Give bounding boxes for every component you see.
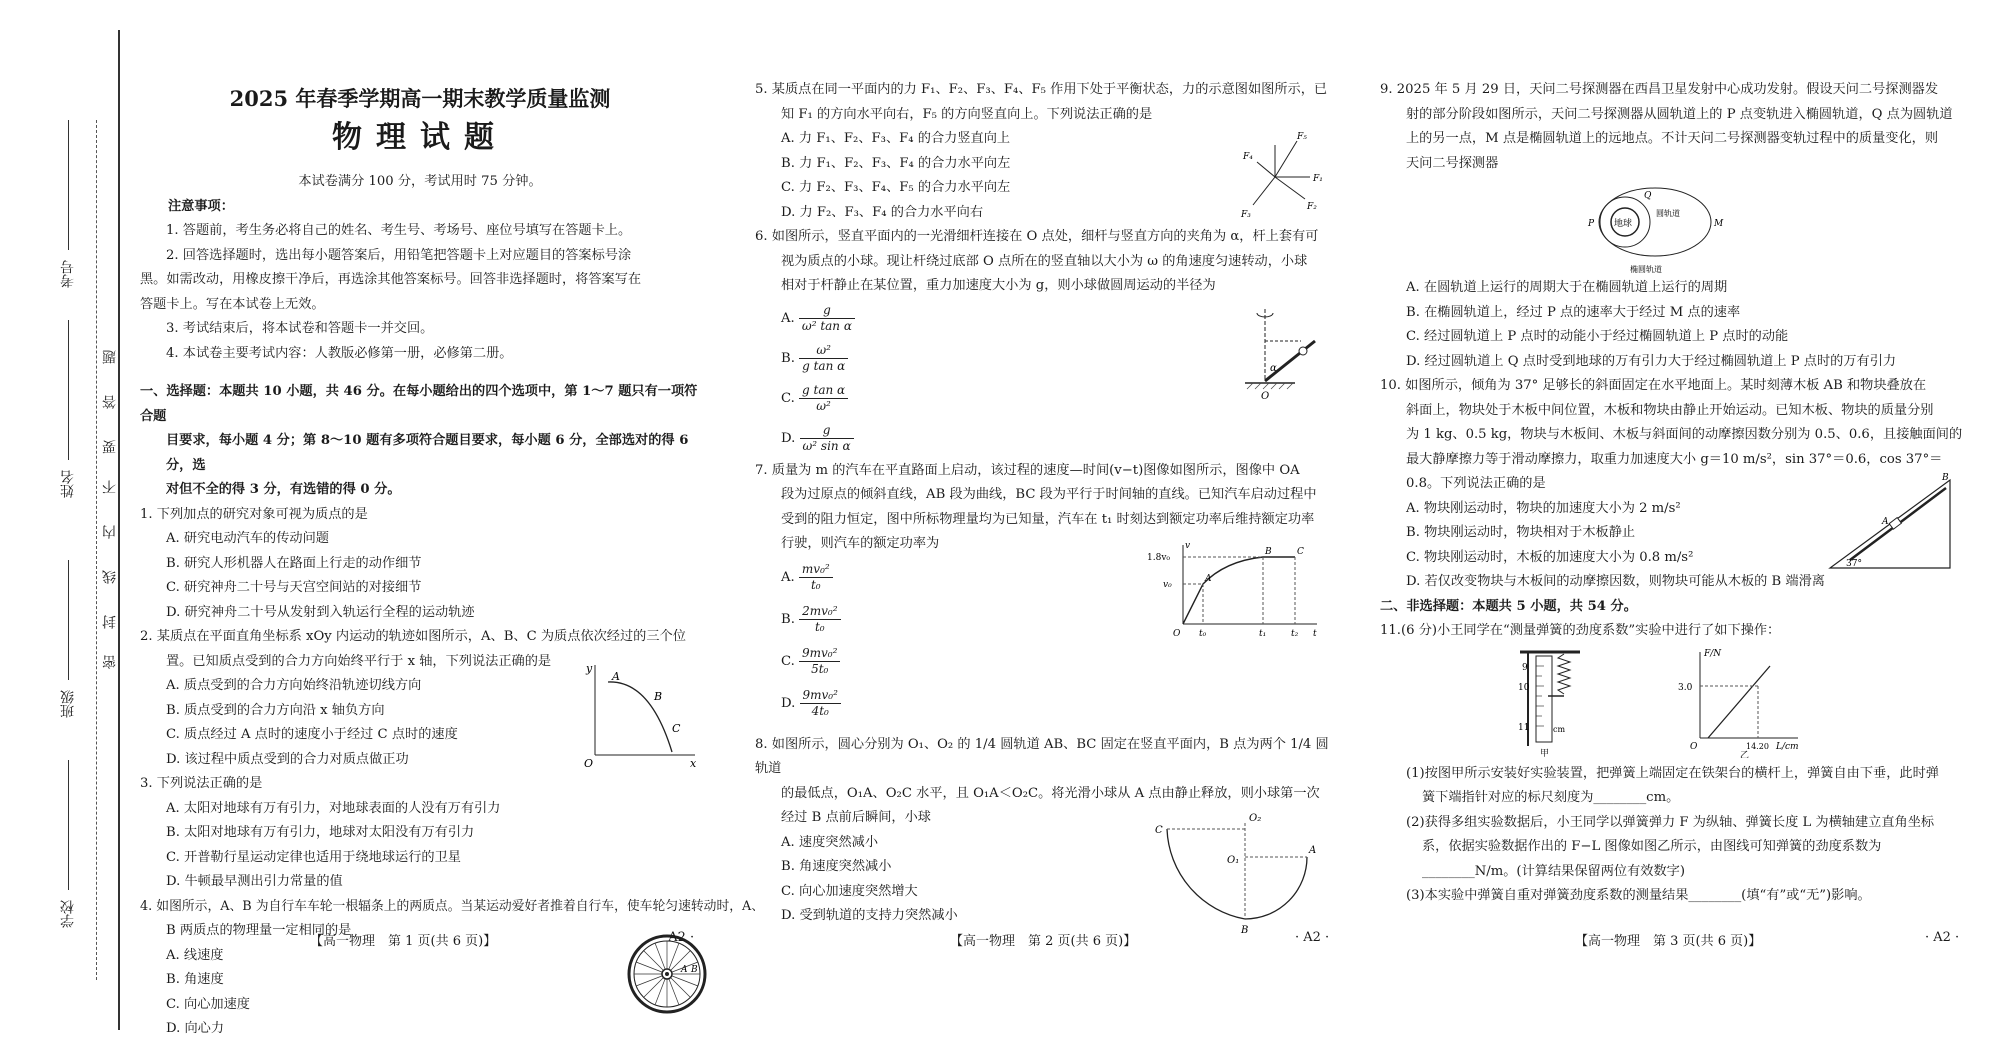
q10-stem: 0.8。下列说法正确的是: [1406, 476, 1546, 491]
exam-no-line: [68, 120, 69, 250]
q6-option: D. $\frac{g}{\text{ω² sin α}}$: [755, 419, 1335, 459]
q4-option: D. 向心力: [166, 1021, 225, 1036]
exam-no-label: 考号: [60, 260, 76, 288]
point-c-label: C: [1155, 824, 1163, 836]
q9-option: B. 在椭圆轨道上，经过 P 点的速率大于经过 M 点的速率: [1406, 304, 1741, 320]
notice-line: 1. 答题前，考生务必将自己的姓名、考生号、考场号、座位号填写在答题卡上。: [166, 223, 632, 238]
l-axis-label: L/cm: [1776, 741, 1799, 752]
point-o-label: O: [1261, 390, 1270, 401]
q1-option: D. 研究神舟二十号从发射到入轨运行全程的运动轨迹: [166, 604, 475, 620]
notice-line: 3. 考试结束后，将本试卷和答题卡一并交回。: [166, 321, 434, 336]
earth-label: 地球: [1614, 219, 1633, 229]
q7-stem: 受到的阻力恒定，图中所标物理量均为已知量，汽车在 t₁ 时刻达到额定功率后维持额定功率: [781, 511, 1315, 527]
q3-option: C. 开普勒行星运动定律也适用于绕地球运行的卫星: [166, 849, 461, 865]
seal-char: 内: [102, 525, 118, 539]
force-label: F₁: [1313, 174, 1323, 184]
q5-option: A. 力 F₁、F₂、F₃、F₄ 的合力竖直向上: [781, 131, 1011, 146]
v0-label: v₀: [1163, 579, 1172, 590]
trajectory-curve: [608, 682, 672, 752]
point-a-label: A: [1309, 844, 1317, 856]
name-label: 姓名: [60, 470, 76, 498]
q8-stem: 8. 如图所示，圆心分别为 O₁、O₂ 的 1/4 圆轨道 AB、BC 固定在竖直平面内，B 点为两个 1/4 圆轨道: [755, 736, 1329, 776]
point-b-label: B: [1241, 924, 1249, 936]
f-axis-label: F/N: [1704, 648, 1722, 659]
ellipse-orbit-label: 椭圆轨道: [1630, 265, 1662, 274]
q10-option: B. 物块刚运动时，物块相对于木板静止: [1406, 525, 1636, 540]
q5-option: B. 力 F₁、F₂、F₃、F₄ 的合力水平向左: [781, 155, 1011, 171]
seal-char: 线: [102, 570, 118, 584]
q2-trajectory-figure: [580, 660, 700, 770]
x-label: x: [690, 757, 697, 770]
arc-ab: [1245, 857, 1307, 919]
page-1-footer: 【高一物理 第 1 页(共 6 页)】: [310, 934, 497, 949]
point-b-label: B: [1265, 546, 1272, 557]
q9-figure-area: [1380, 176, 1970, 276]
q2-option: B. 质点受到的合力方向沿 x 轴负方向: [166, 702, 385, 718]
o1-label: O₁: [1227, 854, 1240, 866]
v-label: v: [1185, 540, 1191, 551]
q5-option: C. 力 F₂、F₃、F₄、F₅ 的合力水平向左: [781, 180, 1011, 195]
point-a-label: A: [1882, 517, 1889, 527]
q10-option: D. 若仅改变物块与木板间的动摩擦因数，则物块可能从木板的 B 端滑离: [1406, 574, 1825, 589]
point-a-label: A: [1205, 573, 1212, 584]
notice-line: 4. 本试卷主要考试内容：人教版必修第一册，必修第二册。: [166, 345, 513, 361]
q6-stem: 相对于杆静止在某位置，重力加速度大小为 g，则小球做圆周运动的半径为: [781, 278, 1216, 293]
q6-stem: 6. 如图所示，竖直平面内的一光滑细杆连接在 O 点处，细杆与竖直方向的夹角为 α，杆上套有可: [755, 229, 1319, 244]
page-3-footer: 【高一物理 第 3 页(共 6 页)】: [1575, 934, 1762, 949]
q10-stem: 最大静摩擦力等于滑动摩擦力，取重力加速度大小 g＝10 m/s²，sin 37°＝0.6，cos 37°＝: [1406, 451, 1943, 467]
q9-stem: 上的另一点，M 点是椭圆轨道上的远地点。不计天问二号探测器变轨过程中的质量变化，则: [1406, 131, 1939, 146]
q9-stem: 射的部分阶段如图所示，天问二号探测器从圆轨道上的 P 点变轨进入椭圆轨道，Q 点为圆轨道: [1406, 106, 1953, 122]
page-1-code: · A2 ·: [660, 930, 695, 945]
q3-option: A. 太阳对地球有万有引力，对地球表面的人没有万有引力: [166, 800, 501, 816]
force-label: F₃: [1241, 210, 1251, 220]
q2-stem: 置。已知质点受到的合力方向始终平行于 x 轴，下列说法正确的是: [166, 653, 552, 669]
origin-label: O: [584, 757, 594, 770]
q2-option: A. 质点受到的合力方向始终沿轨迹切线方向: [166, 678, 422, 693]
point-p-label: P: [1588, 219, 1595, 229]
force-label: F₂: [1307, 202, 1317, 212]
q8-option: D. 受到轨道的支持力突然减小: [781, 908, 958, 923]
q9-stem: 天问二号探测器: [1406, 155, 1499, 171]
fig-jia-label: 甲: [1540, 748, 1550, 758]
section-1-heading: 目要求，每小题 4 分；第 8～10 题有多项符合题目要求，每小题 6 分，全部选对的得 6 分，选: [166, 433, 689, 473]
seal-char: 答: [102, 395, 118, 409]
seal-char: 封: [102, 615, 118, 629]
q11-part: (1)按图甲所示安装好实验装置，把弹簧上端固定在铁架台的横杆上，弹簧自由下垂，此时弹: [1406, 765, 1939, 781]
q10-option: A. 物块刚运动时，物块的加速度大小为 2 m/s²: [1406, 500, 1681, 516]
section-1-heading: 对但不全的得 3 分，有选错的得 0 分。: [166, 482, 401, 497]
alpha-label: α: [1270, 362, 1277, 374]
q4-stem: 4. 如图所示，A、B 为自行车车轮一根辐条上的两质点。当某运动爱好者推着自行车，使车轮匀速转动时，A、: [140, 898, 765, 914]
q11-stem: 11.(6 分)小王同学在“测量弹簧的劲度系数”实验中进行了如下操作：: [1380, 623, 1781, 638]
seal-char: 密: [102, 655, 118, 669]
q1-option: C. 研究神舟二十号与天宫空间站的对接细节: [166, 580, 422, 595]
q11-part: (2)获得多组实验数据后，小王同学以弹簧弹力 F 为纵轴、弹簧长度 L 为横轴建立直角坐标: [1406, 814, 1935, 830]
q11-part: (3)本实验中弹簧自重对弹簧劲度系数的测量结果________(填“有”或“无”)影响。: [1406, 888, 1871, 903]
q1-stem: 1. 下列加点的研究对象可视为质点的是: [140, 506, 368, 522]
f-l-graph: [1670, 646, 1810, 758]
force-label: F₄: [1243, 152, 1253, 162]
notice-line: 2. 回答选择题时，选出每小题答案后，用铅笔把答题卡上对应题目的答案标号涂: [166, 247, 632, 263]
ruler: [1536, 656, 1552, 742]
class-label: 班级: [60, 690, 76, 718]
notice-title: 注意事项：: [168, 198, 234, 214]
q6-rod-figure: [1235, 301, 1331, 401]
q4-stem: B 两质点的物理量一定相同的是: [166, 923, 352, 938]
point-b-label: B: [691, 964, 698, 975]
point-m-label: M: [1714, 219, 1724, 229]
page-2-footer: 【高一物理 第 2 页(共 6 页)】: [950, 934, 1137, 949]
q2-option: D. 该过程中质点受到的合力对质点做正功: [166, 751, 409, 767]
point-a-label: A: [681, 964, 688, 975]
f-l-line: [1708, 666, 1770, 738]
seal-char: 要: [102, 440, 118, 454]
notice-line: 答题卡上。写在本试卷上无效。: [140, 296, 325, 312]
rod: [1265, 341, 1315, 381]
q7-option: B. $\frac{\text{2mv₀²}}{\text{t₀}}$: [755, 599, 1335, 641]
spring: [1558, 654, 1570, 694]
q5-force-figure: [1235, 127, 1331, 223]
subject-title: 物理试题: [332, 120, 508, 155]
point-b-label: B: [1942, 473, 1949, 483]
q7-vt-graph: [1145, 539, 1325, 639]
q11-part: 系，依据实验数据作出的 F−L 图像如图乙所示，由图线可知弹簧的劲度系数为: [1422, 839, 1882, 854]
q9-option: A. 在圆轨道上运行的周期大于在椭圆轨道上运行的周期: [1406, 280, 1728, 295]
q10-incline-figure: [1820, 468, 1960, 578]
q6-option: B. $\frac{\text{ω²}}{\text{g tan α}}$: [755, 339, 1335, 379]
q1-option: A. 研究电动汽车的传动问题: [166, 531, 329, 546]
t2-label: t₂: [1291, 628, 1299, 639]
q8-option: C. 向心加速度突然增大: [781, 883, 918, 899]
t0-label: t₀: [1199, 628, 1207, 639]
ruler-tick-label: 10: [1518, 682, 1530, 693]
q4-option: C. 向心加速度: [166, 996, 250, 1012]
notice-line: 黑。如需改动，用橡皮擦干净后，再选涂其他答案标号。回答非选择题时，将答案写在: [140, 272, 642, 287]
point-b-label: B: [654, 690, 663, 703]
q6-option: C. $\frac{\text{g tan α}}{\text{ω²}}$: [755, 379, 1335, 419]
ruler-unit-label: cm: [1553, 724, 1566, 734]
section-1-heading: 一、选择题：本题共 10 小题，共 46 分。在每小题给出的四个选项中，第 1～7 题只有一项符合题: [140, 384, 698, 424]
q7-stem: 行驶，则汽车的额定功率为: [781, 536, 940, 551]
origin-label: O: [1690, 741, 1698, 752]
page-2-code: · A2 ·: [1295, 930, 1330, 945]
q11-part: ________N/m。(计算结果保留两位有效数字): [1422, 863, 1685, 879]
q9-orbit-figure: [1580, 180, 1730, 276]
page-3-code: · A2 ·: [1925, 930, 1960, 945]
q5-option: D. 力 F₂、F₃、F₄ 的合力水平向右: [781, 204, 984, 220]
q4-option: B. 角速度: [166, 972, 224, 987]
fig-yi-label: 乙: [1740, 750, 1750, 758]
q8-stem: 的最低点，O₁A、O₂C 水平，且 O₁A＜O₂C。将光滑小球从 A 点由静止释放，则小球第一次: [781, 785, 1320, 801]
q4-option: A. 线速度: [166, 947, 224, 963]
ball: [1299, 347, 1307, 355]
page-1: [140, 84, 765, 1042]
t1-label: t₁: [1259, 628, 1267, 639]
q10-stem: 10. 如图所示，倾角为 37° 足够长的斜面固定在水平地面上。某时刻薄木板 AB 和物块叠放在: [1380, 378, 1927, 393]
school-line: [68, 760, 69, 890]
point-c-label: C: [672, 722, 681, 735]
q11-part: 簧下端指针对应的标尺刻度为________cm。: [1422, 790, 1680, 805]
origin-label: O: [1173, 628, 1181, 639]
point-q-label: Q: [1644, 191, 1652, 201]
v18-label: 1.8v₀: [1147, 552, 1171, 563]
q5-stem: 5. 某质点在同一平面内的力 F₁、F₂、F₃、F₄、F₅ 作用下处于平衡状态，力的示意图如图所示，已: [755, 82, 1328, 97]
exam-title: 2025 年春季学期高一期末教学质量监测: [229, 86, 611, 111]
spring-ruler-figure: [1500, 646, 1600, 758]
q6-stem: 视为质点的小球。现让杆绕过底部 O 点所在的竖直轴以大小为 ω 的角速度匀速转动，小球: [781, 253, 1308, 269]
q7-option: C. $\frac{\text{9mv₀²}}{\text{5t₀}}$: [755, 641, 1335, 683]
q6-option: A. $\frac{g}{\text{ω² tan α}}$: [755, 299, 1335, 339]
q5-stem: 知 F₁ 的方向水平向右，F₅ 的方向竖直向上。下列说法正确的是: [781, 106, 1153, 122]
exam-info: 本试卷满分 100 分，考试用时 75 分钟。: [298, 174, 542, 189]
q10-stem: 斜面上，物块处于木板中间位置，木板和物块由静止开始运动。已知木板、物块的质量分别: [1406, 402, 1934, 418]
l-tick-label: 14.20: [1746, 741, 1769, 751]
circle-orbit-label: 圆轨道: [1656, 209, 1680, 218]
q8-option: B. 角速度突然减小: [781, 859, 892, 874]
q9-option: C. 经过圆轨道上 P 点时的动能小于经过椭圆轨道上 P 点时的动能: [1406, 329, 1789, 344]
q7-stem: 段为过原点的倾斜直线，AB 段为曲线，BC 段为平行于时间轴的直线。已知汽车启动过程中: [781, 487, 1317, 502]
q7-option: D. $\frac{\text{9mv₀²}}{\text{4t₀}}$: [755, 683, 1335, 725]
seal-char: 不: [102, 480, 118, 494]
seal-dashed-line: [96, 120, 97, 980]
q7-stem: 7. 质量为 m 的汽车在平直路面上启动，该过程的速度—时间(v−t)图像如图所示，图像中 OA: [755, 462, 1300, 478]
seal-char: 题: [102, 350, 118, 364]
q8-stem: 经过 B 点前后瞬间，小球: [781, 810, 931, 825]
class-line: [68, 560, 69, 680]
point-c-label: C: [1297, 546, 1304, 557]
ruler-tick-label: 11: [1518, 722, 1530, 733]
q2-option: C. 质点经过 A 点时的速度小于经过 C 点时的速度: [166, 727, 458, 742]
section-2-heading: 二、非选择题：本题共 5 小题，共 54 分。: [1380, 598, 1637, 614]
name-line: [68, 320, 69, 460]
ruler-tick-label: 9: [1522, 662, 1528, 673]
page-2: [755, 78, 1335, 936]
q3-stem: 3. 下列说法正确的是: [140, 776, 263, 791]
arc-bc: [1167, 829, 1245, 919]
q11-figure-area: [1380, 644, 1970, 762]
school-label: 学校: [60, 900, 76, 928]
page-3: [1380, 78, 1970, 909]
vt-curve: [1183, 557, 1295, 624]
q9-stem: 9. 2025 年 5 月 29 日，天问二号探测器在西昌卫星发射中心成功发射。假设天问二号探测器发: [1380, 82, 1939, 97]
q9-option: D. 经过圆轨道上 Q 点时受到地球的万有引力大于经过椭圆轨道上 P 点时的万有引力: [1406, 353, 1897, 369]
point-a-label: A: [612, 670, 620, 683]
q7-option: A. $\frac{\text{mv₀²}}{\text{t₀}}$: [755, 557, 1335, 599]
binding-margin: [0, 0, 120, 1059]
q8-option: A. 速度突然减小: [781, 834, 879, 850]
q10-option: C. 物块刚运动时，木板的加速度大小为 0.8 m/s²: [1406, 549, 1694, 565]
o2-label: O₂: [1249, 812, 1262, 824]
force-label: F₅: [1297, 132, 1307, 142]
q8-track-figure: [1145, 807, 1325, 937]
f-tick-label: 3.0: [1678, 682, 1693, 693]
angle-label: 37°: [1846, 559, 1862, 569]
block: [1889, 518, 1901, 530]
y-label: y: [586, 662, 593, 675]
q3-option: D. 牛顿最早测出引力常量的值: [166, 874, 343, 889]
q1-option: B. 研究人形机器人在路面上行走的动作细节: [166, 555, 422, 571]
q10-stem: 为 1 kg、0.5 kg，物块与木板间、木板与斜面间的动摩擦因数分别为 0.5、0.6，且接触面间的: [1406, 427, 1963, 442]
t-label: t: [1313, 628, 1317, 639]
q3-option: B. 太阳对地球有万有引力，地球对太阳没有万有引力: [166, 825, 475, 840]
q2-stem: 2. 某质点在平面直角坐标系 xOy 内运动的轨迹如图所示，A、B、C 为质点依次经过的三个位: [140, 629, 686, 644]
